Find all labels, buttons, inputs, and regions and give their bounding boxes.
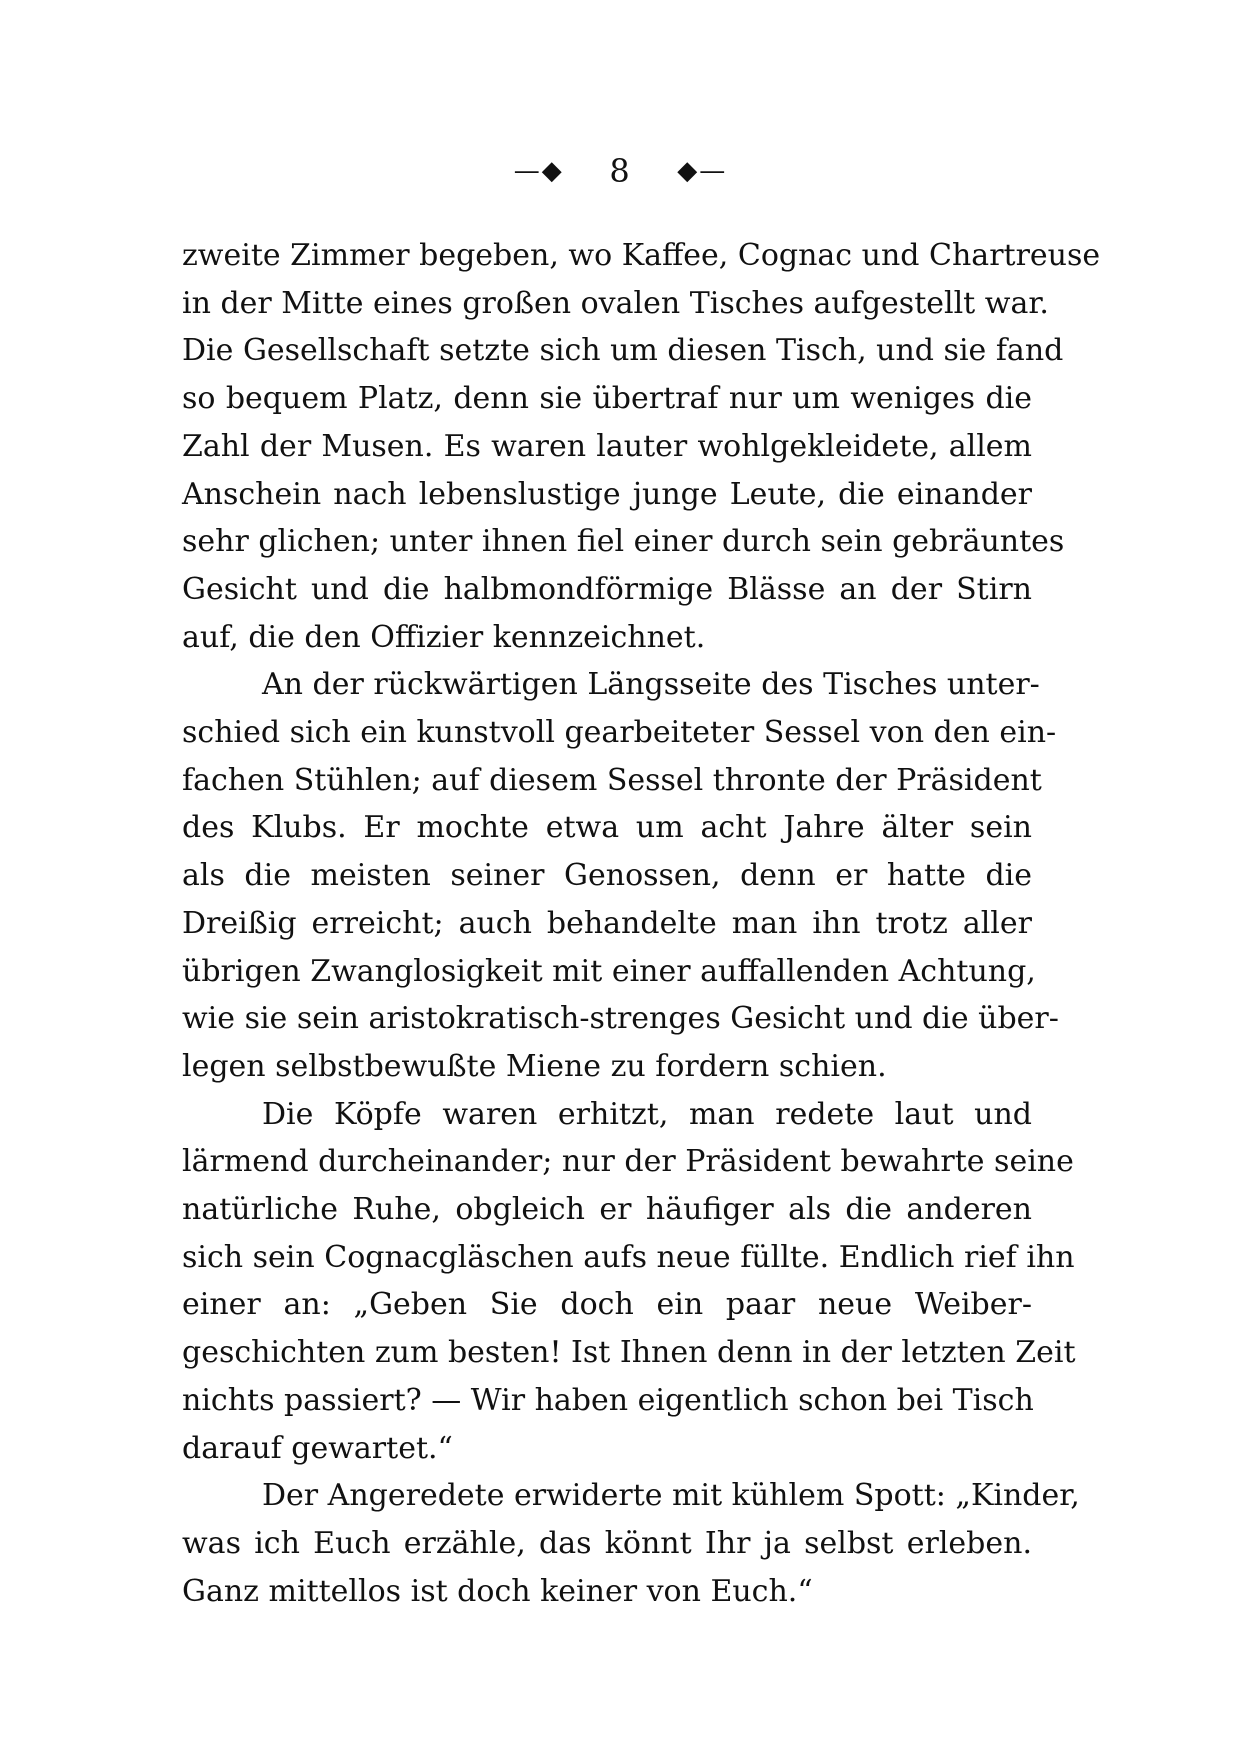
- text-line: natürliche Ruhe, obgleich er häufiger als die anderen: [182, 1192, 1032, 1228]
- text-line: auf, die den Offizier kennzeichnet.: [182, 619, 706, 655]
- text-line: legen selbstbewußte Miene zu fordern schien.: [182, 1048, 887, 1084]
- text-line: Der Angeredete erwiderte mit kühlem Spott: „Kinder,: [262, 1478, 1080, 1514]
- text-line: zweite Zimmer begeben, wo Kaffee, Cognac und Chartreuse: [182, 238, 1101, 273]
- text-line: übrigen Zwanglosigkeit mit einer auffallenden Achtung,: [182, 953, 1036, 989]
- text-line: nichts passiert? — Wir haben eigentlich schon bei Tisch: [182, 1382, 1034, 1418]
- text-line: was ich Euch erzähle, das könnt Ihr ja selbst erleben.: [182, 1525, 1032, 1561]
- body-text: [182, 232, 1101, 1615]
- text-line: sich sein Cognacgläschen aufs neue füllte. Endlich rief ihn: [182, 1239, 1075, 1275]
- text-line: sehr glichen; unter ihnen fiel einer durch sein gebräuntes: [182, 524, 1065, 560]
- page-header: [0, 150, 1241, 191]
- text-line: Anschein nach lebenslustige junge Leute, die einander: [182, 476, 1032, 512]
- text-line: Gesicht und die halbmondförmige Blässe an der Stirn: [182, 571, 1032, 607]
- text-line: in der Mitte eines großen ovalen Tisches aufgestellt war.: [182, 285, 1049, 321]
- right-ornament-icon: ◆—: [677, 156, 728, 186]
- paragraph-2: [182, 661, 1059, 1090]
- text-line: des Klubs. Er mochte etwa um acht Jahre älter sein: [182, 810, 1032, 846]
- text-line: Ganz mittellos ist doch keiner von Euch.“: [182, 1573, 813, 1609]
- text-line: Die Gesellschaft setzte sich um diesen Tisch, und sie fand: [182, 333, 1064, 369]
- text-line: als die meisten seiner Genossen, denn er hatte die: [182, 858, 1032, 894]
- text-line: so bequem Platz, denn sie übertraf nur um weniges die: [182, 381, 1032, 417]
- text-line: An der rückwärtigen Längsseite des Tisches unter-: [262, 667, 1040, 703]
- paragraph-4: [182, 1472, 1080, 1615]
- page-number: 8: [609, 152, 632, 190]
- text-line: wie sie sein aristokratisch-strenges Gesicht und die über-: [182, 1001, 1059, 1037]
- text-line: Zahl der Musen. Es waren lauter wohlgekleidete, allem: [182, 428, 1032, 464]
- left-ornament-icon: —◆: [513, 156, 564, 186]
- text-line: einer an: „Geben Sie doch ein paar neue Weiber-: [182, 1287, 1032, 1323]
- text-line: darauf gewartet.“: [182, 1430, 453, 1466]
- text-line: Die Köpfe waren erhitzt, man redete laut und: [262, 1096, 1032, 1132]
- paragraph-1: [182, 232, 1101, 661]
- text-line: lärmend durcheinander; nur der Präsident bewahrte seine: [182, 1144, 1074, 1180]
- text-line: Dreißig erreicht; auch behandelte man ihn trotz aller: [182, 905, 1032, 941]
- text-line: fachen Stühlen; auf diesem Sessel thronte der Präsident: [182, 762, 1042, 798]
- text-line: schied sich ein kunstvoll gearbeiteter Sessel von den ein-: [182, 715, 1057, 751]
- paragraph-3: [182, 1091, 1076, 1473]
- text-line: geschichten zum besten! Ist Ihnen denn in der letzten Zeit: [182, 1335, 1076, 1371]
